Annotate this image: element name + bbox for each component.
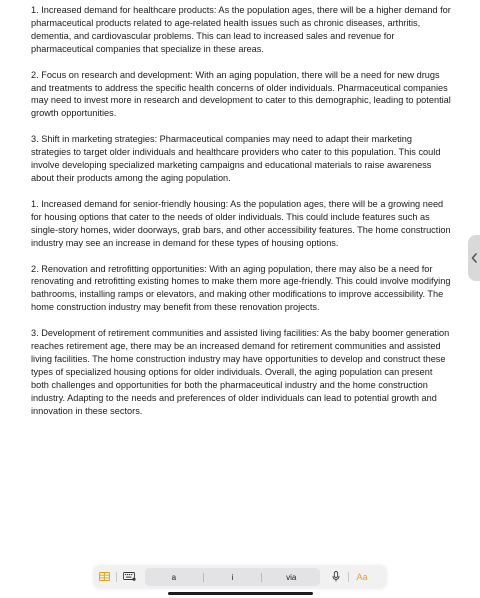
divider <box>116 572 117 582</box>
microphone-icon <box>332 571 340 584</box>
keyboard-icon <box>123 572 136 583</box>
predictive-suggestions <box>145 568 320 586</box>
paragraph-housing-2: 2. Renovation and retrofitting opportunities: With an aging population, there may also be a need for renovating and retrofitting existing homes to make them more age-friendly. This could involve modifying bathrooms, installing ramps or elevators, and making other modifications to improve accessibility. The home construction industry may benefit from these renovation projects. <box>31 263 451 313</box>
text-format-button[interactable]: Aa <box>356 572 368 582</box>
table-button[interactable] <box>94 566 114 588</box>
dictation-button[interactable] <box>326 566 346 588</box>
paragraph-housing-1: 1. Increased demand for senior-friendly housing: As the population ages, there will be a growing need for housing options that cater to the needs of older individuals. This could include features such as single-story homes, wider doorways, grab bars, and other accessibility features. The home construction industry may see an increase in demand for these types of housing options. <box>31 198 451 248</box>
chevron-left-icon <box>471 253 477 263</box>
divider <box>348 572 349 582</box>
paragraph-pharma-3: 3. Shift in marketing strategies: Pharmaceutical companies may need to adapt their marketing strategies to target older individuals and healthcare providers who cater to this population. This could involve developing specialized marketing campaigns and educational materials to raise awareness about their products among the aging population. <box>31 134 441 183</box>
suggestion-1[interactable]: a <box>171 572 177 582</box>
article-body <box>31 4 451 430</box>
suggestion-2[interactable]: i <box>231 572 234 582</box>
paragraph-housing-3: 3. Development of retirement communities and assisted living facilities: As the baby boomer generation reaches retirement age, there may be an increased demand for retirement communities and assisted living facilities. The home construction industry may have opportunities to develop and construct these types of specialized housing options for older individuals. Overall, the aging population can present both challenges and opportunities for both the pharmaceutical industry and the home construction industry. Adapting to the needs and preferences of older individuals can lead to potential growth and innovation in these sectors. <box>31 328 450 416</box>
suggestion-3[interactable]: via <box>286 572 297 582</box>
home-indicator[interactable] <box>168 592 313 595</box>
paragraph-pharma-2: 2. Focus on research and development: With an aging population, there will be a need for new drugs and treatments to address the specific health concerns of older individuals. Pharmaceutical companies may need to invest more in research and development to cater to this demographic, leading to potential growth opportunities. <box>31 69 451 119</box>
paragraph-pharma-1: 1. Increased demand for healthcare products: As the population ages, there will be a higher demand for pharmaceutical products related to age-related health issues such as chronic diseases, arthritis, dementia, and cardiovascular problems. This can lead to increased sales and revenue for pharmaceutical companies that specialize in these areas. <box>31 5 451 54</box>
table-icon <box>99 572 110 583</box>
side-panel-handle[interactable] <box>468 235 480 281</box>
keyboard-shortcut-bar <box>94 566 386 588</box>
keyboard-button[interactable] <box>119 566 139 588</box>
